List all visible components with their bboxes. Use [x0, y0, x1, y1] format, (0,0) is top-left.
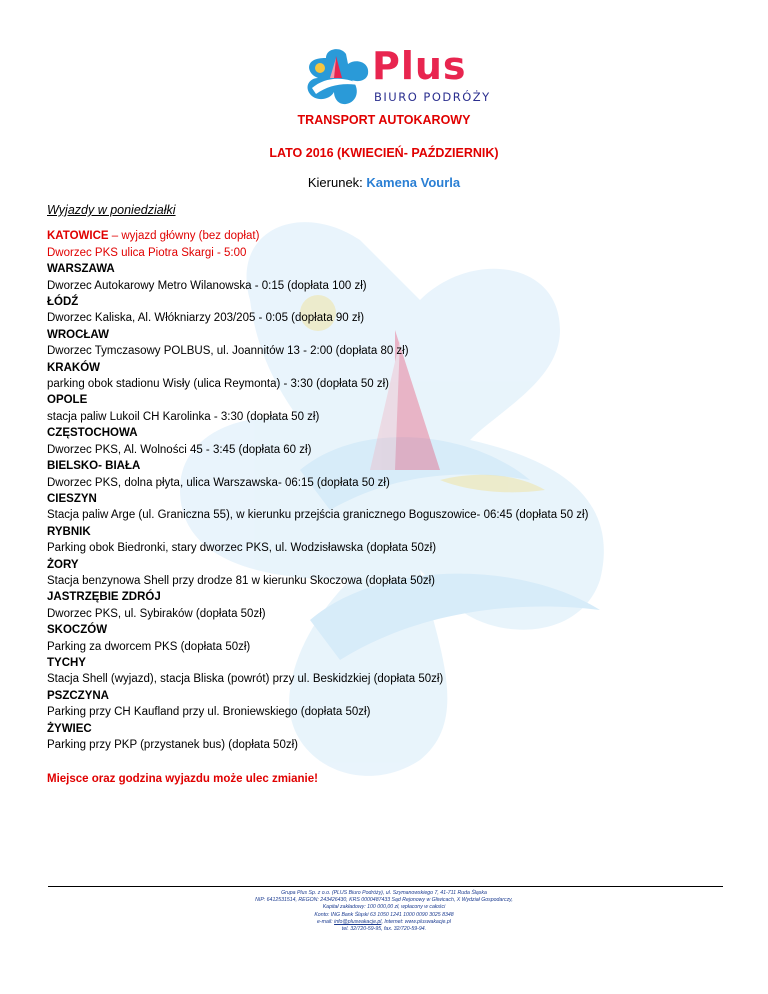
- stop-city: CIESZYN: [47, 492, 97, 505]
- stop-place: Dworzec PKS, Al. Wolności 45 - 3:45 (dopłata 60 zł): [47, 443, 312, 456]
- main-departure-note: – wyjazd główny (bez dopłat): [108, 230, 260, 243]
- footer-bank-account: Konto: ING Bank Śląski 63 1050 1241 1000 0090 3025 8348: [314, 911, 454, 918]
- footer-capital: Kapitał zakładowy: 100 000,00 zł, wpłacony w całości: [322, 904, 446, 911]
- stop-city: WROCŁAW: [47, 328, 109, 341]
- stop-place: Dworzec Autokarowy Metro Wilanowska - 0:15 (dopłata 100 zł): [47, 279, 367, 292]
- footer-email-prefix: e-mail:: [317, 918, 335, 925]
- stop-city: RYBNIK: [47, 525, 91, 538]
- stop-city: PSZCZYNA: [47, 689, 109, 702]
- stop-city: BIELSKO- BIAŁA: [47, 460, 141, 473]
- stop-place: Parking przy CH Kaufland przy ul. Broniewskiego (dopłata 50zł): [47, 706, 371, 719]
- stop-place: Dworzec Tymczasowy POLBUS, ul. Joannitów 13 - 2:00 (dopłata 80 zł): [47, 345, 409, 358]
- stop-place: Stacja benzynowa Shell przy drodze 81 w kierunku Skoczowa (dopłata 50zł): [47, 574, 436, 587]
- stop-place: Parking przy PKP (przystanek bus) (dopłata 50zł): [47, 739, 298, 751]
- footer-contact: [0, 919, 768, 926]
- document-title: TRANSPORT AUTOKAROWY: [297, 113, 471, 127]
- main-departure-city: KATOWICE: [47, 230, 109, 243]
- stop-place: Dworzec PKS, dolna płyta, ulica Warszawska- 06:15 (dopłata 50 zł): [47, 476, 390, 489]
- stop-city: TYCHY: [47, 656, 86, 669]
- stop-city: WARSZAWA: [47, 263, 115, 276]
- stop-city: ŻYWIEC: [47, 722, 92, 735]
- direction-value: Kamena Vourla: [366, 175, 461, 190]
- main-departure-city-line: [47, 228, 737, 244]
- logo-wordmark: Plus: [372, 44, 467, 88]
- stop-city: ŁÓDŹ: [47, 296, 79, 309]
- stop-city: ŻORY: [47, 558, 79, 571]
- footer-address: Grupa Plus Sp. z o.o. (PLUS Biuro Podróży), ul. Szymanowskiego 7, 41-711 Ruda Śląska: [281, 890, 487, 896]
- change-notice: Miejsce oraz godzina wyjazdu może ulec zmianie!: [47, 773, 318, 786]
- stop-place: Parking obok Biedronki, stary dworzec PKS, ul. Wodzisławska (dopłata 50zł): [47, 542, 437, 555]
- stop-city: SKOCZÓW: [47, 624, 108, 637]
- stop-city: OPOLE: [47, 394, 88, 407]
- stop-place: Stacja Shell (wyjazd), stacja Bliska (powrót) przy ul. Beskidzkiej (dopłata 50zł): [47, 673, 444, 686]
- footer-registration: NIP: 6412531514, REGON: 243426430, KRS 0000487433 Sąd Rejonowy w Gliwicach, X Wydział Gospodarczy,: [255, 897, 513, 904]
- logo-subtitle: BIURO PODRÓŻY: [374, 90, 491, 104]
- stop-place: Dworzec PKS, ul. Sybiraków (dopłata 50zł): [47, 607, 266, 620]
- departures-list: [47, 202, 737, 788]
- stop-place: parking obok stadionu Wisły (ulica Reymonta) - 3:30 (dopłata 50 zł): [47, 378, 389, 391]
- footer-divider: [48, 886, 723, 887]
- direction-label: Kierunek:: [307, 175, 363, 190]
- footer: [0, 890, 768, 933]
- stop-place: Dworzec Kaliska, Al. Włókniarzy 203/205 - 0:05 (dopłata 90 zł): [47, 312, 365, 325]
- stop-city: CZĘSTOCHOWA: [47, 427, 138, 440]
- section-title: Wyjazdy w poniedziałki: [47, 203, 176, 217]
- stop-city: KRAKÓW: [47, 361, 101, 374]
- footer-phone: tel. 32/720-59-95, fax. 32/720-59-94.: [341, 926, 427, 933]
- direction-line: [0, 175, 768, 190]
- main-departure-place: Dworzec PKS ulica Piotra Skargi - 5:00: [47, 246, 247, 259]
- stop-place: Parking za dworcem PKS (dopłata 50zł): [47, 640, 251, 653]
- stop-city: JASTRZĘBIE ZDRÓJ: [47, 591, 161, 604]
- season-heading: LATO 2016 (KWIECIEŃ- PAŹDZIERNIK): [269, 146, 499, 160]
- footer-website: , Internet: www.pluswakacje.pl: [381, 918, 451, 925]
- footer-email-link[interactable]: info@pluswakacje.pl: [334, 918, 382, 925]
- stop-place: stacja paliw Lukoil CH Karolinka - 3:30 (dopłata 50 zł): [47, 410, 320, 423]
- stop-place: Stacja paliw Arge (ul. Graniczna 55), w kierunku przejścia granicznego Boguszowice- 06:45 (dopłata 50 zł): [47, 509, 589, 522]
